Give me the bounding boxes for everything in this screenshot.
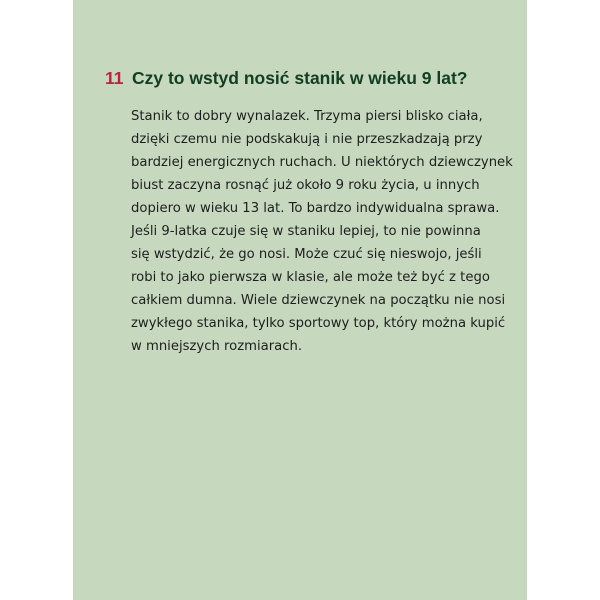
answer-line: Stanik to dobry wynalazek. Trzyma piersi blisko ciała, <box>131 109 483 124</box>
answer-line: Jeśli 9-latka czuje się w staniku lepiej, to nie powinna <box>131 224 481 239</box>
answer-line: robi to jako pierwsza w klasie, ale może też być z tego <box>131 270 490 285</box>
answer-line: dzięki czemu nie podskakują i nie przeszkadzają przy <box>131 132 483 147</box>
question-number: 11 <box>105 68 124 88</box>
answer-line: biust zaczyna rosnąć już około 9 roku życia, u innych <box>131 178 480 193</box>
answer-line: całkiem dumna. Wiele dziewczynek na początku nie nosi <box>131 293 506 308</box>
answer-line: w mniejszych rozmiarach. <box>131 339 303 354</box>
answer-line: się wstydzić, że go nosi. Może czuć się nieswojo, jeśli <box>131 247 482 262</box>
answer-paragraph <box>131 105 513 358</box>
question-heading <box>105 66 515 90</box>
book-page <box>73 0 527 600</box>
question-title: Czy to wstyd nosić stanik w wieku 9 lat? <box>132 68 468 88</box>
answer-line: bardziej energicznych ruchach. U niektórych dziewczynek <box>131 155 513 170</box>
answer-line: zwykłego stanika, tylko sportowy top, który można kupić <box>131 316 506 331</box>
answer-line: dopiero w wieku 13 lat. To bardzo indywidualna sprawa. <box>131 201 500 216</box>
